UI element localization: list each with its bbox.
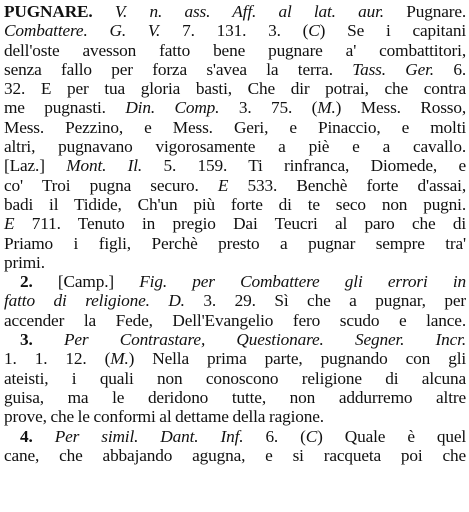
text-line [4,60,466,79]
text-segment: accender la Fede, Dell'Evangelio fero scudo e lance. [4,310,466,330]
text-segment: badi il Tidide, Ch'un più forte di te seco non pugni. [4,194,466,214]
text-segment: primi. [4,252,45,272]
text-segment: Mess. Pezzino, e Mess. Geri, e Pinaccio, e molti [4,117,466,137]
italic-text: E [4,214,15,234]
text-segment: 5. 159. Ti rinfranca, Diomede, e [142,156,466,176]
text-line [4,291,466,310]
bold-text: 2. [20,272,33,292]
italic-text: fatto di religione. D. [4,291,185,311]
bold-text: PUGNARE. [4,2,93,21]
italic-text: M. [317,98,336,118]
italic-text: C [308,21,320,41]
text-segment: 3. 29. Sì che a pugnar, per [184,291,466,311]
text-line [4,21,466,40]
text-segment [33,427,55,446]
text-segment: 7. 131. 3. ( [160,21,309,41]
text-segment [33,330,64,349]
bold-text: 4. [20,426,33,446]
text-line [4,79,466,98]
text-segment: 3. 75. ( [219,98,318,118]
text-line [4,369,466,388]
text-line [4,446,466,465]
text-line [4,427,466,446]
text-line [4,176,466,195]
italic-text: E [217,175,229,195]
text-line [4,118,466,137]
bold-text: 3. [20,330,33,350]
text-segment: ) Quale è quel [317,426,467,446]
text-segment: ateisti, i quali non conoscono religione di alcuna [4,368,466,388]
text-segment: 533. Benchè forte d'assai, [228,175,466,195]
text-segment: 6. [433,59,466,79]
text-segment: co' Troi pugna securo. [4,175,218,195]
text-line [4,195,466,214]
text-segment: ) Se i capitani [319,21,466,41]
text-segment: [Laz.] [4,156,67,176]
text-segment: prove, che le conformi al dettame della ragione. [4,407,324,427]
text-segment: ) Mess. Rosso, [335,98,467,118]
italic-text: Per simil. Dant. Inf. [54,426,244,446]
italic-text: Fig. per Combattere gli errori in [139,272,467,292]
text-line [4,253,466,272]
text-line [4,272,466,291]
italic-text: V. n. ass. Aff. [114,2,257,21]
italic-text: Tass. Ger. [352,59,434,79]
text-line [4,156,466,175]
text-line [4,330,466,349]
text-line [4,234,466,253]
text-segment: me pugnasti. [4,98,126,118]
text-segment [93,2,115,21]
italic-text: al lat. aur. [278,2,384,21]
text-segment: 32. E per tua gloria basti, Che dir potrai, che contra [4,79,466,99]
italic-text: Combattere. G. V. [4,21,161,41]
text-segment [256,2,278,21]
text-segment: cane, che abbajando agugna, e si racqueta poi che [4,445,466,465]
text-segment: altri, pugnavano vigorosamente a piè e a cavallo. [4,137,466,157]
text-line [4,311,466,330]
text-segment: dell'oste avesson fatto bene pugnare a' combattitori, [4,40,466,60]
text-line [4,2,466,21]
text-segment: 6. ( [243,426,306,446]
text-line [4,41,466,60]
text-segment: senza fallo per forza s'avea la terra. [4,59,353,79]
text-segment: ) Nella prima parte, pugnando con gli [128,349,466,369]
text-line [4,388,466,407]
text-segment: Pugnare. [383,2,467,21]
text-segment: Priamo i figli, Perchè presto a pugnar sempre tra' [4,233,466,253]
italic-text: Per Contrastare, Questionare. Segner. Incr. [63,330,466,350]
text-segment: guisa, ma le deridono tutte, non addurremo altre [4,387,466,407]
italic-text: Mont. Il. [66,156,143,176]
text-line [4,137,466,156]
italic-text: Din. Comp. [125,98,220,118]
text-line [4,98,466,117]
text-segment: [Camp.] [32,272,140,292]
italic-text: M. [110,349,129,369]
text-segment: 711. Tenuto in pregio Dai Teucri al paro che di [14,214,466,234]
text-line [4,214,466,233]
text-segment: 1. 1. 12. ( [4,349,111,369]
italic-text: C [305,426,318,446]
text-line [4,349,466,368]
text-line [4,407,466,426]
